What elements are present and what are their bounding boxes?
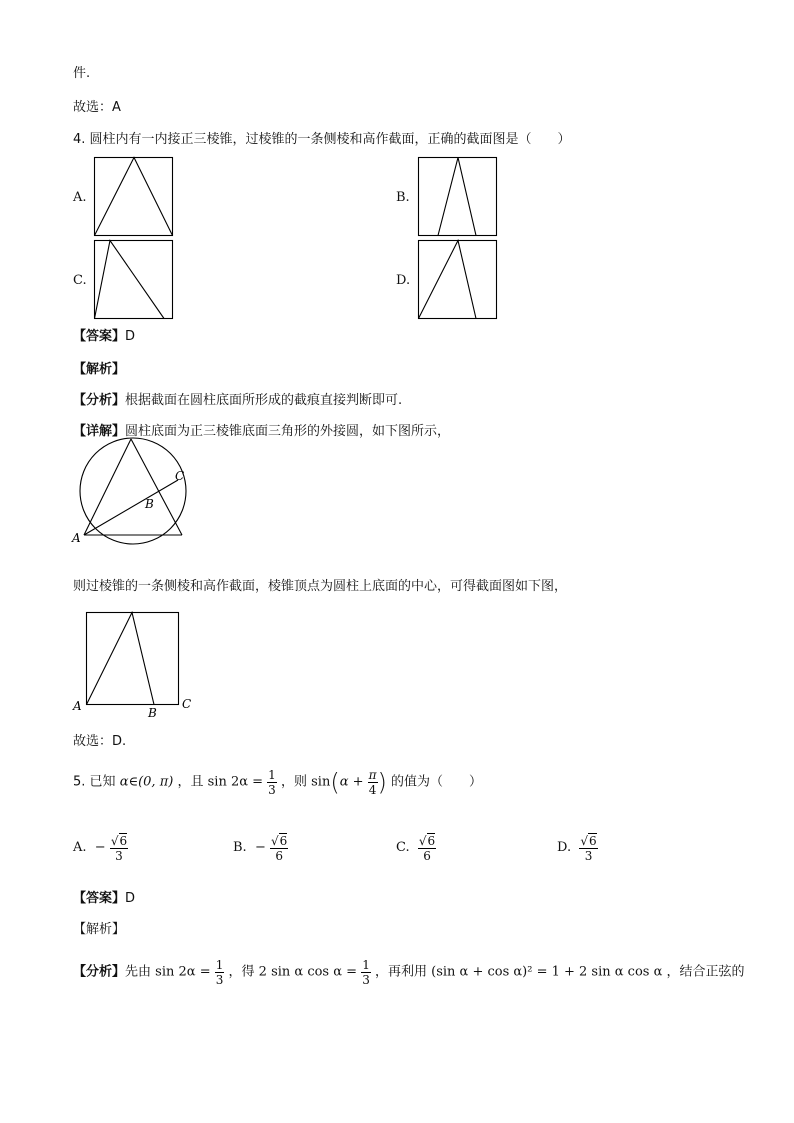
sqrt-symbol: √ [418, 834, 427, 848]
q5-opt-a-fraction [110, 833, 128, 863]
q5-option-a [73, 833, 128, 863]
q4-option-b-label: B. [396, 190, 410, 205]
fenxi-5-fraction-1 [215, 958, 225, 987]
fenxi-5-frac1-num: 1 [215, 958, 224, 972]
answer-4-value: D [125, 329, 136, 344]
q5-alpha-plus: α + [339, 774, 364, 790]
section-label-a: A [73, 699, 82, 713]
sqrt-symbol: √ [110, 834, 119, 848]
q4-option-c-figure [94, 240, 174, 320]
fenxi-5-frac2-den: 3 [362, 973, 370, 987]
q5-opt-b-root: 6 [279, 834, 288, 848]
circumcircle-figure [60, 448, 200, 550]
b-square [419, 158, 497, 236]
answer-5-tag: 【答案】 [73, 891, 126, 906]
q4-option-a-label: A. [73, 190, 87, 205]
line-a-to-c [84, 480, 178, 535]
q5-opt-c-label: C. [396, 840, 410, 855]
fenxi-4-text: 根据截面在圆柱底面所形成的截痕直接判断即可. [125, 393, 403, 408]
a-triangle [95, 158, 173, 236]
analysis-4-summary [73, 393, 402, 409]
fenxi-5-sin2a: sin 2α = [155, 964, 211, 980]
q5-opt-a-sign: − [94, 840, 106, 855]
analysis-5-heading: 【解析】 [73, 922, 126, 937]
fenxi-5-identity: (sin α + cos α)² = 1 + 2 sin α cos α [431, 964, 663, 980]
q5-opt-c-fraction [418, 833, 436, 863]
sqrt-symbol: √ [271, 834, 279, 848]
q5-pi: π [368, 768, 377, 782]
answer-4 [73, 329, 135, 345]
q5-opt-d-root: 6 [589, 834, 597, 848]
q5-opt-d-num [579, 833, 597, 849]
fenxi-5-tail: ，结合正弦的 [666, 964, 745, 980]
question-5 [73, 768, 482, 797]
q5-opt-b-sign: − [254, 840, 266, 855]
triangle-left-side [84, 439, 131, 535]
section-explanation: 则过棱锥的一条侧棱和高作截面，棱锥顶点为圆柱上底面的中心，可得截面图如下图， [73, 579, 568, 594]
q5-option-d [557, 833, 598, 863]
conclusion-d: 故选：D. [73, 734, 127, 749]
q5-opt-d-fraction [579, 833, 597, 863]
triangle-right-side [131, 439, 185, 535]
fenxi-5-prod: 2 sin α cos α = [258, 964, 358, 980]
q5-fraction-pi-4 [368, 768, 378, 797]
q5-opt-b-num [270, 833, 288, 849]
q5-number: 5. 已知 [73, 774, 116, 790]
answer-5 [73, 891, 135, 907]
fenxi-5-then: ，再利用 [374, 964, 427, 980]
fenxi-5-fraction-2 [361, 958, 371, 987]
q5-opt-c-root: 6 [427, 834, 436, 848]
section-label-c: C [182, 697, 192, 711]
q5-frac-num: 1 [268, 768, 276, 782]
answer-5-value: D [125, 891, 136, 906]
q5-option-b [233, 833, 288, 863]
xiangjie-text: 圆柱底面为正三棱锥底面三角形的外接圆，如下图所示， [125, 424, 451, 439]
q5-opt-d-den: 3 [584, 849, 593, 863]
label-c: C [175, 469, 185, 483]
answer-4-tag: 【答案】 [73, 329, 126, 344]
q5-tail: 的值为（ ） [391, 774, 483, 790]
q5-opt-d-label: D. [557, 840, 572, 855]
xiangjie-tag: 【详解】 [73, 424, 126, 439]
section-figure [70, 608, 200, 718]
text-line-continuation: 件. [73, 66, 91, 81]
q5-opt-a-den: 3 [115, 849, 123, 863]
q5-option-c [396, 833, 436, 863]
q5-then: ，则 [280, 774, 307, 790]
c-triangle [95, 241, 165, 319]
q5-opt-c-den: 6 [423, 849, 431, 863]
analysis-5-summary [73, 958, 745, 987]
q4-option-d-figure [418, 240, 498, 320]
fenxi-5-get: ，得 [228, 964, 255, 980]
q4-option-d-label: D. [396, 273, 411, 288]
q4-option-b-figure [418, 157, 498, 237]
d-triangle [419, 241, 477, 319]
d-square [419, 241, 497, 319]
q5-lparen: ( [330, 768, 340, 797]
q5-four: 4 [368, 783, 377, 797]
fenxi-5-frac1-den: 3 [215, 973, 224, 987]
c-square [95, 241, 173, 319]
q5-domain: α∈(0, π) [119, 774, 174, 790]
q5-opt-b-label: B. [233, 840, 247, 855]
sqrt-symbol: √ [580, 834, 589, 848]
section-triangle [87, 613, 155, 705]
fenxi-5-tag: 【分析】 [73, 964, 126, 980]
q5-opt-a-num [110, 833, 128, 849]
a-square [95, 158, 173, 236]
q5-rparen: ) [377, 768, 387, 797]
label-b: B [145, 497, 154, 511]
q5-opt-a-root: 6 [119, 834, 128, 848]
q5-sin: sin [311, 774, 331, 790]
b-triangle [438, 158, 476, 236]
section-rectangle [87, 613, 179, 705]
q5-opt-b-den: 6 [275, 849, 283, 863]
q5-opt-b-fraction [270, 833, 288, 863]
fenxi-5-first: 先由 [125, 964, 152, 980]
analysis-4-heading: 【解析】 [73, 362, 126, 377]
q5-fraction-one-third [267, 768, 277, 797]
label-a: A [72, 531, 81, 545]
q5-frac-den: 3 [268, 783, 276, 797]
fenxi-4-tag: 【分析】 [73, 393, 126, 408]
q4-option-a-figure [94, 157, 174, 237]
fenxi-5-frac2-num: 1 [362, 958, 370, 972]
section-label-b: B [148, 706, 157, 720]
text-line-answer-a: 故选：A [73, 100, 121, 115]
q5-opt-a-label: A. [73, 840, 87, 855]
question-4-text: 4. 圆柱内有一内接正三棱锥，过棱锥的一条侧棱和高作截面，正确的截面图是（ ） [73, 132, 571, 147]
q5-and: ，且 [177, 774, 204, 790]
q5-opt-c-num [418, 833, 436, 849]
q5-sin2a: sin 2α = [207, 774, 264, 790]
q4-option-c-label: C. [73, 273, 87, 288]
